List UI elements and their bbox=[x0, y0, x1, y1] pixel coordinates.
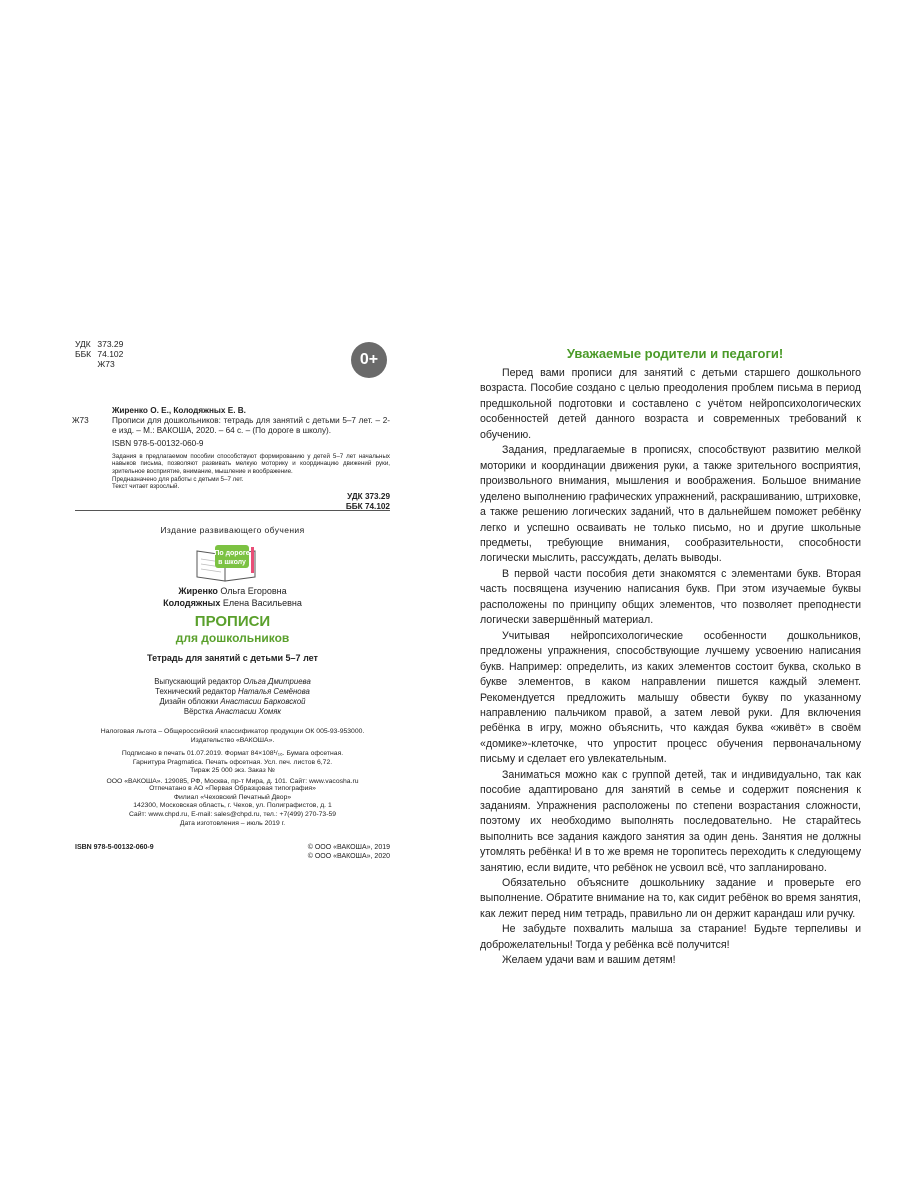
annotation-audience: Предназначено для работы с детьми 5–7 лет. bbox=[112, 475, 244, 483]
print-info: Подписано в печать 01.07.2019. Формат 84×108¹/₁₆. Бумага офсетная. Гарнитура Pragmatica. Печать офсетная. Усл. печ. листов 6,72. Тираж 25 000 экз. Заказ № ООО «ВАКОША». 129085, РФ, Москва, пр-т Мира, д. 101. Сайт: www.vacosha.ru bbox=[106, 750, 359, 785]
bib-code: Ж73 bbox=[72, 416, 89, 426]
printer-info: Отпечатано в АО «Первая Образцовая типография» Филиал «Чеховский Печатный Двор» 142300, Московская область, г. Чехов, ул. Полиграфистов, д. 1 Сайт: www.chpd.ru, E-mail: sales@chpd.ru, тел.: +7(499) 270-73-59 bbox=[128, 785, 337, 818]
class-bbk: ББК 74.102 bbox=[345, 501, 390, 511]
author-2: Колодяжных Елена Васильевна bbox=[163, 597, 302, 608]
paragraph: Учитывая нейропсихологические особенности дошкольников, предложены упражнения, способствующие лучшему усвоению написания букв. Например: определить, из каких элементов состоит буква, сколько в букве элементов, в каком направлении пишется каждый элемент. Рекомендуется предложить малышу обвести букву по указанному направлению пальчиком правой, а затем левой руки. Для включения ребёнка в игру, можно объяснить, что каждая буква «живёт» в своём «домике»-клеточке, что упростит процесс обучения первоначальному письму и сделает его увлекательным. bbox=[480, 629, 861, 766]
book-subtitle: для дошкольников bbox=[175, 631, 290, 645]
credit-line: Дизайн обложки Анастасии Барковской bbox=[159, 697, 306, 706]
book-description: Тетрадь для занятий с детьми 5–7 лет bbox=[147, 653, 318, 663]
udk-block bbox=[75, 339, 123, 369]
class-udk: УДК 373.29 bbox=[347, 491, 390, 501]
annotation-text: Задания в предлагаемом пособии способствуют формированию у детей 5–7 лет начальных навыков письма, позволяют развивать мелкую моторику и координацию движений руки, зрительное восприятие, внимание, мышление и воображение. bbox=[112, 452, 390, 475]
annotation-reader: Текст читает взрослый. bbox=[112, 483, 180, 491]
credit-line: Технический редактор Наталья Семёнова bbox=[155, 687, 310, 696]
bib-text: Прописи для дошкольников: тетрадь для занятий с детьми 5–7 лет. – 2-е изд. – М.: ВАКОША, 2020. – 64 с. – (По дороге в школу). bbox=[112, 416, 390, 436]
bib-isbn: ISBN 978-5-00132-060-9 bbox=[112, 438, 204, 448]
book-logo-icon bbox=[193, 543, 261, 583]
series-label: Издание развивающего обучения bbox=[160, 525, 305, 535]
bbk-row: ББК 74.102 bbox=[75, 349, 124, 359]
author-1: Жиренко Ольга Егоровна bbox=[178, 586, 287, 596]
bibliographic-record bbox=[72, 406, 390, 511]
credit-line: Вёрстка Анастасии Хомяк bbox=[183, 707, 282, 716]
credit-line: Выпускающий редактор Ольга Дмитриева bbox=[154, 677, 311, 686]
made-date: Дата изготовления – июль 2019 г. bbox=[179, 820, 286, 827]
tax-info: Налоговая льгота – Общероссийский классификатор продукции ОК 005-93-953000. Издательство «ВАКОША». bbox=[100, 728, 365, 744]
logo-text-top: По дороге bbox=[214, 550, 250, 557]
author-mark-row: Ж73 bbox=[97, 359, 115, 369]
paragraph: В первой части пособия дети знакомятся с элементами букв. Вторая часть посвящена изучению написания букв. При этом изучаемые буквы расположены по принципу общих элементов, что позволяет преподнести логически завершённый материал. bbox=[480, 567, 861, 627]
book-title: ПРОПИСИ bbox=[194, 613, 271, 630]
logo-text-bottom: в школу bbox=[218, 559, 246, 566]
right-page bbox=[455, 0, 900, 1200]
left-page bbox=[0, 0, 445, 1200]
bib-entry bbox=[72, 416, 390, 436]
divider bbox=[75, 510, 390, 511]
udk-row: УДК 373.29 bbox=[75, 339, 124, 349]
paragraph: Желаем удачи вам и вашим детям! bbox=[502, 954, 676, 967]
authors bbox=[75, 586, 390, 609]
annotation bbox=[112, 453, 390, 491]
paragraph: Заниматься можно как с группой детей, так и индивидуально, так как пособие адаптировано для занятий в семье и содержит пояснения к заданиям. Упражнения расположены по степени возрастания сложности, поэтому их необходимо выполнять последовательно. Не старайтесь выполнить все задания каждого занятия за один день. Занятия не должны утомлять ребёнка! И в то же время не торопитесь переходить к следующему занятию, если видите, что ребёнок не усвоил всё, что запланировано. bbox=[480, 768, 861, 874]
series-logo bbox=[193, 543, 261, 583]
age-rating-badge: 0+ bbox=[351, 342, 387, 378]
paragraph: Перед вами прописи для занятий с детьми старшего дошкольного возраста. Пособие создано с целью преодоления проблем письма в период предшкольной подготовки и составлено с учётом нейропсихологических особенностей детей данного возраста и современных требований к обучению. bbox=[480, 367, 861, 441]
copyright: © ООО «ВАКОША», 2019 © ООО «ВАКОША», 2020 bbox=[307, 844, 390, 860]
footer-isbn: ISBN 978-5-00132-060-9 bbox=[75, 844, 154, 851]
credits bbox=[75, 677, 390, 717]
foreword-title: Уважаемые родители и педагоги! bbox=[566, 346, 784, 361]
paragraph: Задания, предлагаемые в прописях, способствуют развитию мелкой моторики и координации движения руки, а также зрительного восприятия, произвольного внимания, мышления и воображения. Большое внимание уделено выполнению графических упражнений, раскрашиванию, штриховке, а также решению логических заданий, что в дальнейшем поможет ребёнку легко и успешно осваивать не только письмо, но и другие школьные предметы, требующие внимания, сообразительности, способности логически мыслить, рассуждать, делать выводы. bbox=[480, 444, 861, 565]
foreword-text bbox=[480, 366, 861, 969]
paragraph: Обязательно объясните дошкольнику задание и проверьте его выполнение. Обратите внимание на то, как сидит ребёнок во время занятия, как лежит перед ним тетрадь, правильно ли он держит карандаш или ручку. bbox=[480, 876, 861, 920]
bib-heading: Жиренко О. Е., Колодяжных Е. В. bbox=[112, 406, 246, 415]
paragraph: Не забудьте похвалить малыша за старание! Будьте терпеливы и доброжелательны! Тогда у ребёнка всё получится! bbox=[480, 923, 861, 951]
